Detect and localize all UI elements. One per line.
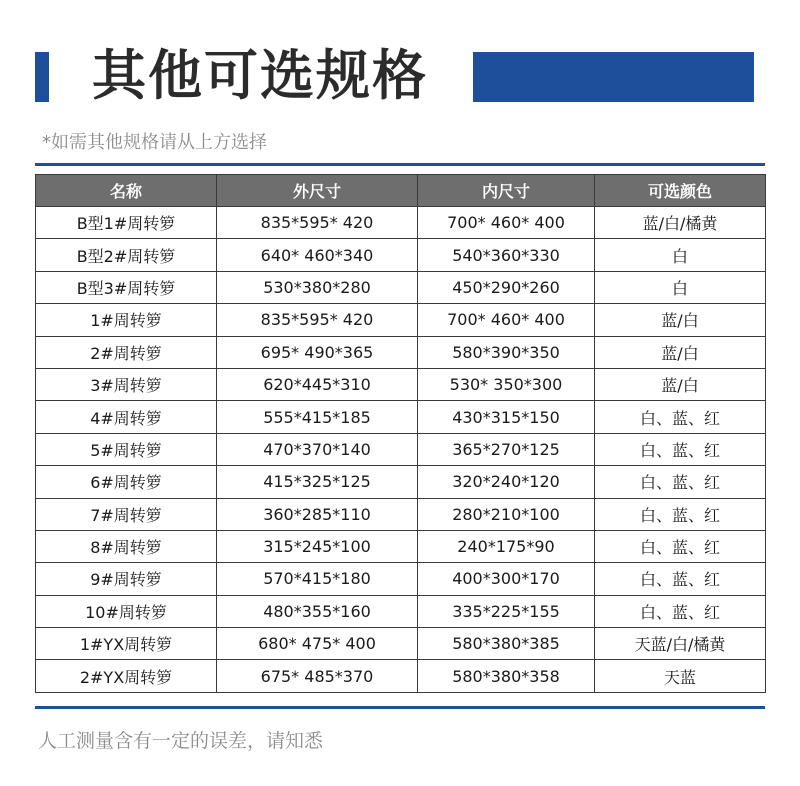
cell-outer-size: 680* 475* 400 <box>217 628 418 660</box>
cell-colors: 白 <box>595 239 766 271</box>
cell-outer-size: 415*325*125 <box>217 466 418 498</box>
divider-top <box>35 163 765 166</box>
table-row <box>36 563 766 595</box>
cell-inner-size: 335*225*155 <box>418 595 595 627</box>
cell-name: 5#周转箩 <box>36 433 217 465</box>
cell-name: 2#YX周转箩 <box>36 660 217 692</box>
cell-inner-size: 400*300*170 <box>418 563 595 595</box>
table-row <box>36 401 766 433</box>
cell-colors: 白、蓝、红 <box>595 595 766 627</box>
cell-outer-size: 675* 485*370 <box>217 660 418 692</box>
cell-colors: 白、蓝、红 <box>595 401 766 433</box>
cell-colors: 蓝/白 <box>595 336 766 368</box>
cell-outer-size: 640* 460*340 <box>217 239 418 271</box>
table-row <box>36 207 766 239</box>
cell-colors: 天蓝/白/橘黄 <box>595 628 766 660</box>
cell-inner-size: 580*380*385 <box>418 628 595 660</box>
cell-colors: 白、蓝、红 <box>595 563 766 595</box>
cell-outer-size: 835*595* 420 <box>217 304 418 336</box>
column-header-outer-size: 外尺寸 <box>217 175 418 207</box>
table-row <box>36 498 766 530</box>
cell-name: 4#周转箩 <box>36 401 217 433</box>
cell-colors: 蓝/白/橘黄 <box>595 207 766 239</box>
cell-colors: 白、蓝、红 <box>595 433 766 465</box>
cell-inner-size: 280*210*100 <box>418 498 595 530</box>
cell-inner-size: 430*315*150 <box>418 401 595 433</box>
cell-name: B型3#周转箩 <box>36 271 217 303</box>
cell-outer-size: 360*285*110 <box>217 498 418 530</box>
cell-outer-size: 315*245*100 <box>217 530 418 562</box>
cell-name: 6#周转箩 <box>36 466 217 498</box>
cell-inner-size: 450*290*260 <box>418 271 595 303</box>
cell-outer-size: 470*370*140 <box>217 433 418 465</box>
spec-table <box>35 174 766 693</box>
column-header-colors: 可选颜色 <box>595 175 766 207</box>
selection-note: *如需其他规格请从上方选择 <box>42 132 267 153</box>
cell-outer-size: 695* 490*365 <box>217 336 418 368</box>
cell-inner-size: 700* 460* 400 <box>418 207 595 239</box>
title-accent-bar <box>35 52 49 102</box>
column-header-inner-size: 内尺寸 <box>418 175 595 207</box>
cell-colors: 白、蓝、红 <box>595 530 766 562</box>
cell-outer-size: 620*445*310 <box>217 368 418 400</box>
cell-outer-size: 835*595* 420 <box>217 207 418 239</box>
table-row <box>36 530 766 562</box>
cell-inner-size: 540*360*330 <box>418 239 595 271</box>
cell-inner-size: 240*175*90 <box>418 530 595 562</box>
table-row <box>36 304 766 336</box>
cell-name: 1#周转箩 <box>36 304 217 336</box>
cell-name: 3#周转箩 <box>36 368 217 400</box>
cell-colors: 蓝/白 <box>595 304 766 336</box>
cell-name: 7#周转箩 <box>36 498 217 530</box>
cell-colors: 白、蓝、红 <box>595 466 766 498</box>
table-row <box>36 628 766 660</box>
cell-inner-size: 320*240*120 <box>418 466 595 498</box>
table-header-row <box>36 175 766 207</box>
cell-inner-size: 365*270*125 <box>418 433 595 465</box>
cell-name: 8#周转箩 <box>36 530 217 562</box>
cell-inner-size: 580*390*350 <box>418 336 595 368</box>
table-row <box>36 595 766 627</box>
table-row <box>36 466 766 498</box>
divider-bottom <box>35 706 765 709</box>
cell-name: B型2#周转箩 <box>36 239 217 271</box>
cell-colors: 天蓝 <box>595 660 766 692</box>
cell-outer-size: 530*380*280 <box>217 271 418 303</box>
cell-name: 9#周转箩 <box>36 563 217 595</box>
table-row <box>36 271 766 303</box>
cell-name: 10#周转箩 <box>36 595 217 627</box>
cell-inner-size: 700* 460* 400 <box>418 304 595 336</box>
cell-name: B型1#周转箩 <box>36 207 217 239</box>
cell-outer-size: 480*355*160 <box>217 595 418 627</box>
table-row <box>36 368 766 400</box>
table-body <box>36 207 766 693</box>
table-row <box>36 660 766 692</box>
page-title: 其他可选规格 <box>92 44 428 107</box>
cell-name: 2#周转箩 <box>36 336 217 368</box>
cell-colors: 白 <box>595 271 766 303</box>
cell-outer-size: 570*415*180 <box>217 563 418 595</box>
cell-name: 1#YX周转箩 <box>36 628 217 660</box>
column-header-name: 名称 <box>36 175 217 207</box>
title-decor-block <box>473 52 754 102</box>
cell-colors: 蓝/白 <box>595 368 766 400</box>
table-row <box>36 336 766 368</box>
footer-disclaimer: 人工测量含有一定的误差，请知悉 <box>38 730 324 752</box>
table-row <box>36 239 766 271</box>
cell-inner-size: 580*380*358 <box>418 660 595 692</box>
table-row <box>36 433 766 465</box>
cell-colors: 白、蓝、红 <box>595 498 766 530</box>
cell-inner-size: 530* 350*300 <box>418 368 595 400</box>
cell-outer-size: 555*415*185 <box>217 401 418 433</box>
